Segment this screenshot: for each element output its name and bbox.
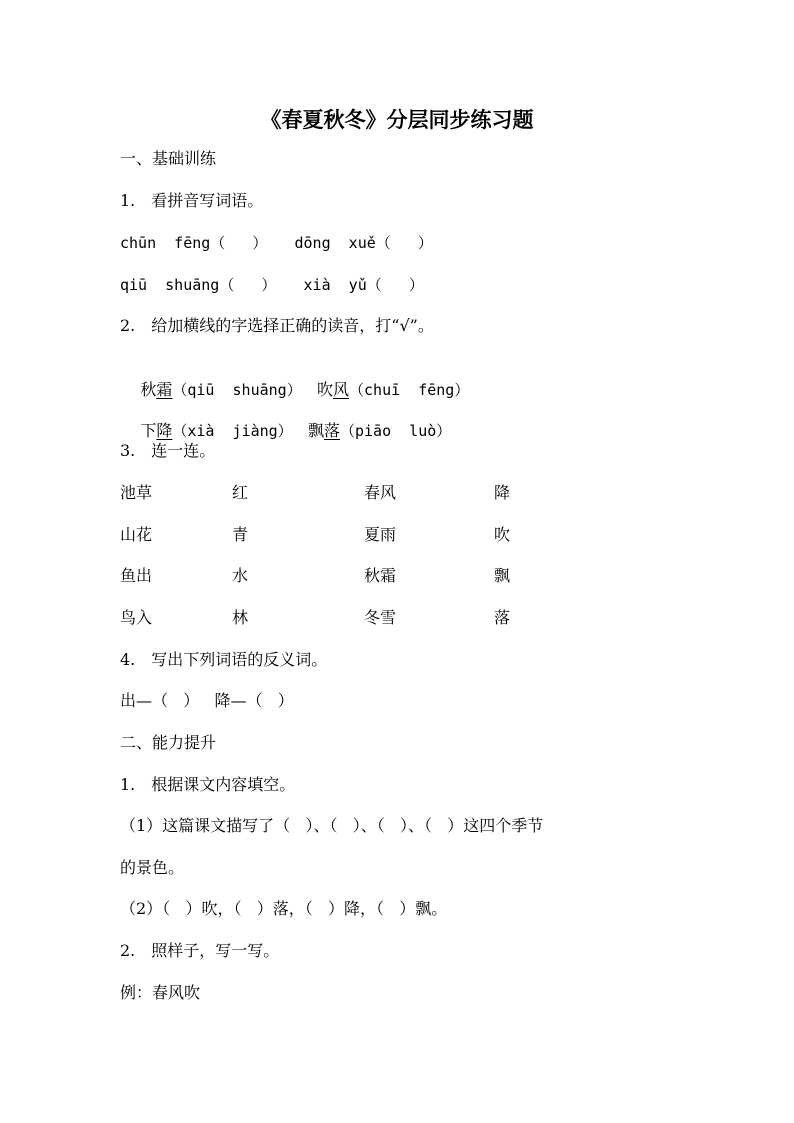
match-col3-item: 夏雨 [364,525,397,544]
q3-label: 3. 连一连。 [120,441,216,460]
pinyin-choices: （chuī fēng） [349,381,470,399]
match-col1-item: 鱼出 [120,566,153,585]
match-col1-item: 鸟入 [120,608,153,627]
match-col3-item: 春风 [364,483,397,502]
match-col4-item: 飘 [494,566,511,585]
s2-q1-item1-line1: （1）这篇课文描写了（ ）、（ ）、（ ）、（ ）这四个季节 [120,816,544,835]
pinyin-choices: （qiū shuāng） [172,381,302,399]
s2-q1-label: 1. 根据课文内容填空。 [120,775,296,794]
q4-label: 4. 写出下列词语的反义词。 [120,650,328,669]
pinyin-choices: （xià jiàng） [172,422,293,440]
match-col4-item: 降 [494,483,511,502]
section2-heading: 二、能力提升 [120,733,217,752]
underlined-char: 降 [156,421,173,440]
q4-row: 出—（ ） 降—（ ） [120,691,294,710]
page-title: 《春夏秋冬》分层同步练习题 [260,107,534,132]
match-col3-item: 冬雪 [364,608,397,627]
q2-label: 2. 给加横线的字选择正确的读音，打“√”。 [120,316,434,335]
q1-pinyin-row1: chūn fēng（ ） dōng xuě（ ） [120,234,433,252]
match-col1-item: 山花 [120,525,153,544]
match-col4-item: 吹 [494,525,511,544]
s2-q2-example: 例：春风吹 [120,983,201,1002]
match-col2-item: 水 [232,566,249,585]
word-prefix: 吹 [316,380,333,399]
s2-q1-item2: （2）（ ）吹，（ ）落，（ ）降，（ ）飘。 [120,899,448,918]
match-col3-item: 秋霜 [364,566,397,585]
underlined-char: 落 [323,421,340,440]
word-prefix: 飘 [307,421,324,440]
underlined-char: 霜 [156,380,173,399]
match-col1-item: 池草 [120,483,153,502]
word-prefix: 秋 [140,380,157,399]
word-prefix: 下 [140,421,157,440]
match-col4-item: 落 [494,608,511,627]
s2-q2-label: 2. 照样子，写一写。 [120,941,280,960]
q1-pinyin-row2: qiū shuāng（ ） xià yǔ（ ） [120,276,424,294]
q1-label: 1. 看拼音写词语。 [120,191,264,210]
pinyin-choices: （piāo luò） [339,422,452,440]
match-col2-item: 青 [232,525,249,544]
match-col2-item: 红 [232,483,249,502]
s2-q1-item1-line2: 的景色。 [120,858,185,877]
underlined-char: 风 [333,380,350,399]
section1-heading: 一、基础训练 [120,149,217,168]
match-col2-item: 林 [232,608,249,627]
